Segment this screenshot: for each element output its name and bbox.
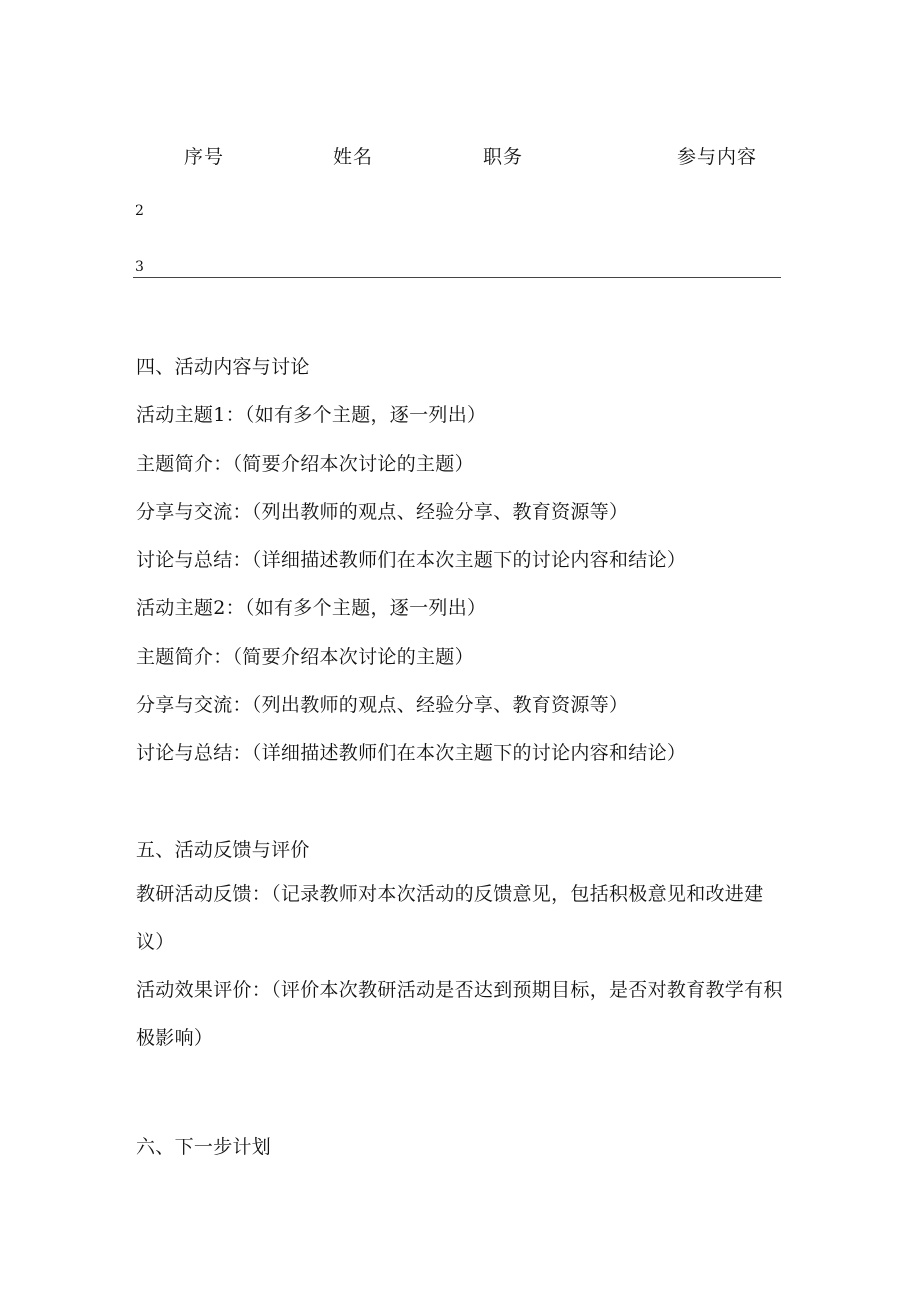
feedback-text: （记录教师对本次活动的反馈意见，包括积极意见和改进建议） [136,883,764,953]
topic1-title: 活动主题1：（如有多个主题，逐一列出） [136,404,487,426]
topic2-title: 活动主题2：（如有多个主题，逐一列出） [136,597,487,619]
table-header-content: 参与内容 [677,146,758,168]
feedback-label: 教研活动反馈： [136,883,272,905]
table-header-name: 姓名 [333,146,374,168]
section-heading-next-plan: 六、下一步计划 [136,1136,272,1158]
table-header-index: 序号 [184,146,225,168]
topic1-sharing: 分享与交流：（列出教师的观点、经验分享、教育资源等） [136,501,629,523]
topic1-intro: 主题简介：（简要介绍本次讨论的主题） [136,453,474,475]
feedback-paragraph [136,870,786,966]
topic2-sharing: 分享与交流：（列出教师的观点、经验分享、教育资源等） [136,694,629,716]
evaluation-paragraph [136,966,786,1062]
table-row-number: 3 [135,259,144,275]
section-heading-feedback: 五、活动反馈与评价 [136,839,310,861]
section-heading-activity-content: 四、活动内容与讨论 [136,356,310,378]
table-bottom-rule [133,277,781,278]
topic2-discussion: 讨论与总结：（详细描述教师们在本次主题下的讨论内容和结论） [136,742,687,764]
evaluation-label: 活动效果评价： [136,979,272,1001]
table-row-number: 2 [135,203,144,219]
table-header-position: 职务 [483,146,524,168]
evaluation-text: （评价本次教研活动是否达到预期目标，是否对教育教学有积极影响） [136,979,783,1049]
topic1-discussion: 讨论与总结：（详细描述教师们在本次主题下的讨论内容和结论） [136,549,687,571]
topic2-intro: 主题简介：（简要介绍本次讨论的主题） [136,646,474,668]
